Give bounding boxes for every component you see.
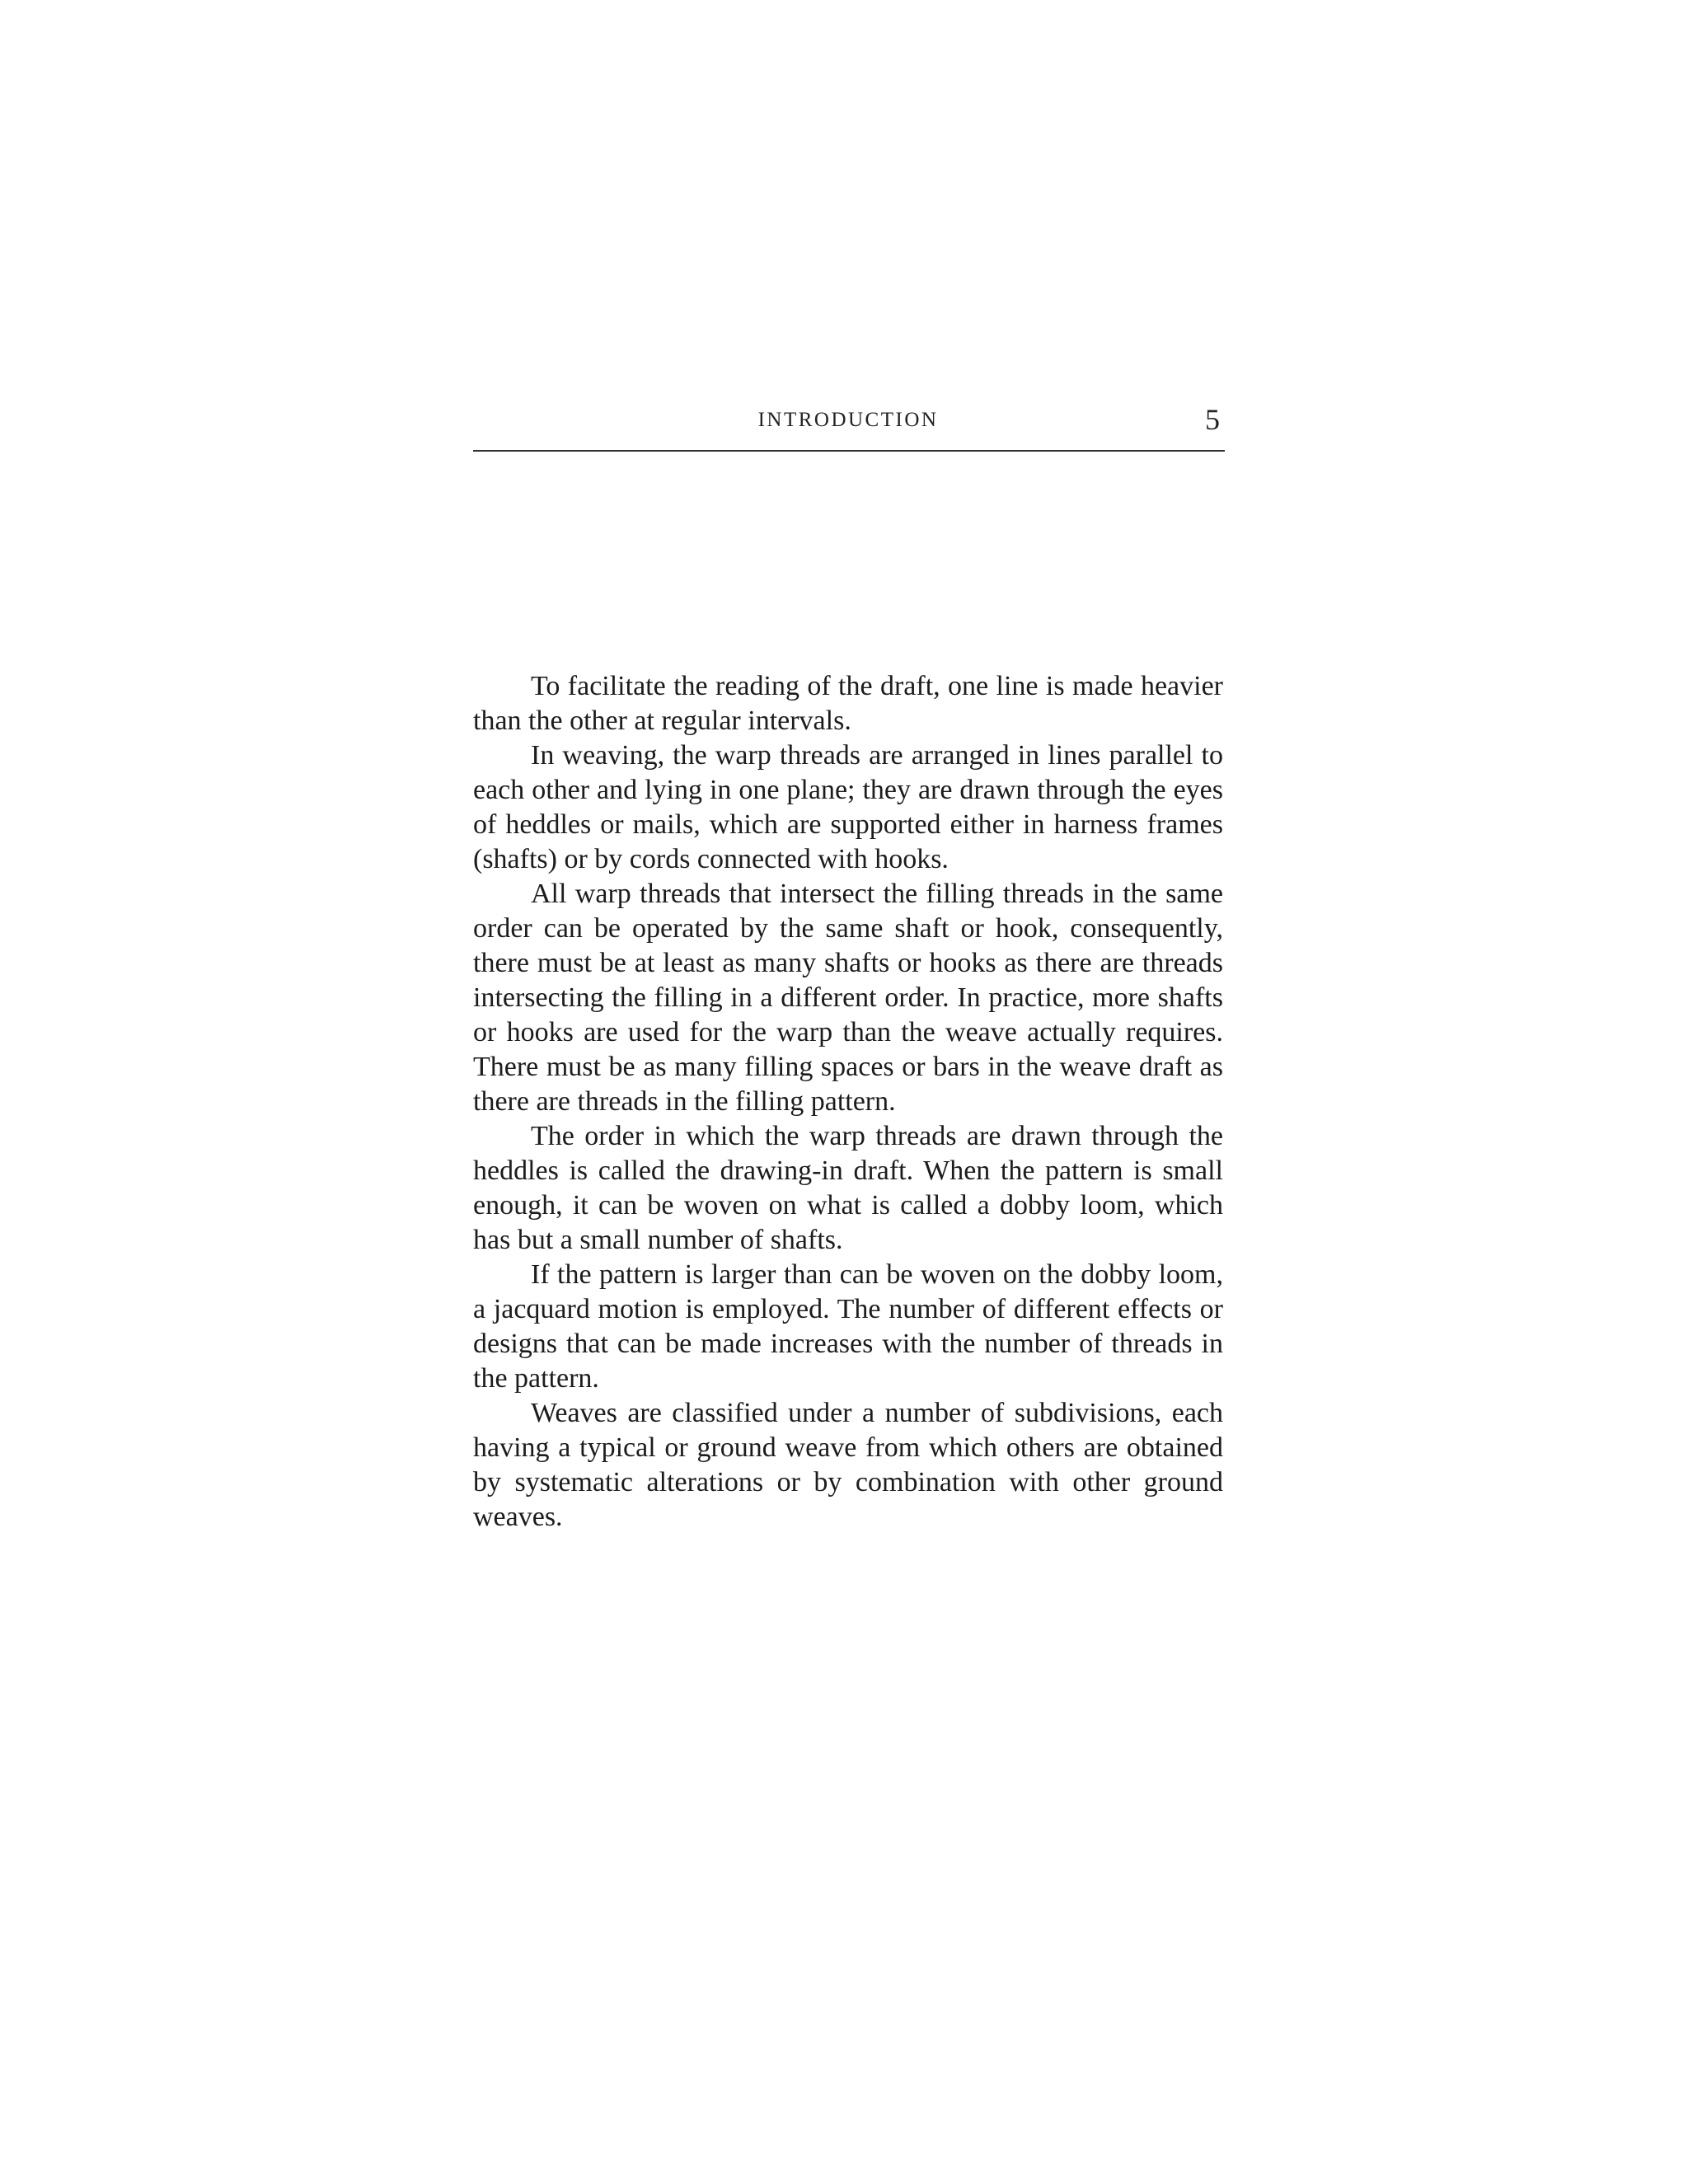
running-title: INTRODUCTION [757,409,939,431]
paragraph-3: All warp threads that intersect the filling threads in the same order can be operated by the same shaft or hook, consequently, there must be at least as many shafts or hooks as there are threads intersecting the filling in a different order. In practice, more shafts or hooks are used for the warp than the weave actually requires. There must be as many filling spaces or bars in the weave draft as there are threads in the filling pattern. [473,879,1223,1117]
paragraph-1: To facilitate the reading of the draft, one line is made heavier than the other at regular intervals. [473,671,1223,736]
paragraph-4: The order in which the warp threads are drawn through the heddles is called the drawing-in draft. When the pattern is small enough, it can be woven on what is called a dobby loom, which has but a small number of shafts. [473,1121,1223,1255]
paragraph-2: In weaving, the warp threads are arranged in lines parallel to each other and lying in one plane; they are drawn through the eyes of heddles or mails, which are supported either in harness frames (shafts) or by cords connected with hooks. [473,740,1223,874]
paragraph-6: Weaves are classified under a number of subdivisions, each having a typical or ground weave from which others are obtained by systematic alterations or by combination with other ground weaves. [473,1398,1223,1532]
paragraph-5: If the pattern is larger than can be woven on the dobby loom, a jacquard motion is employed. The number of different effects or designs that can be made increases with the number of threads in the pattern. [473,1259,1223,1394]
running-head [473,399,1223,445]
header-rule [473,450,1225,452]
body-text [473,669,1223,1535]
page-number: 5 [1205,403,1220,436]
